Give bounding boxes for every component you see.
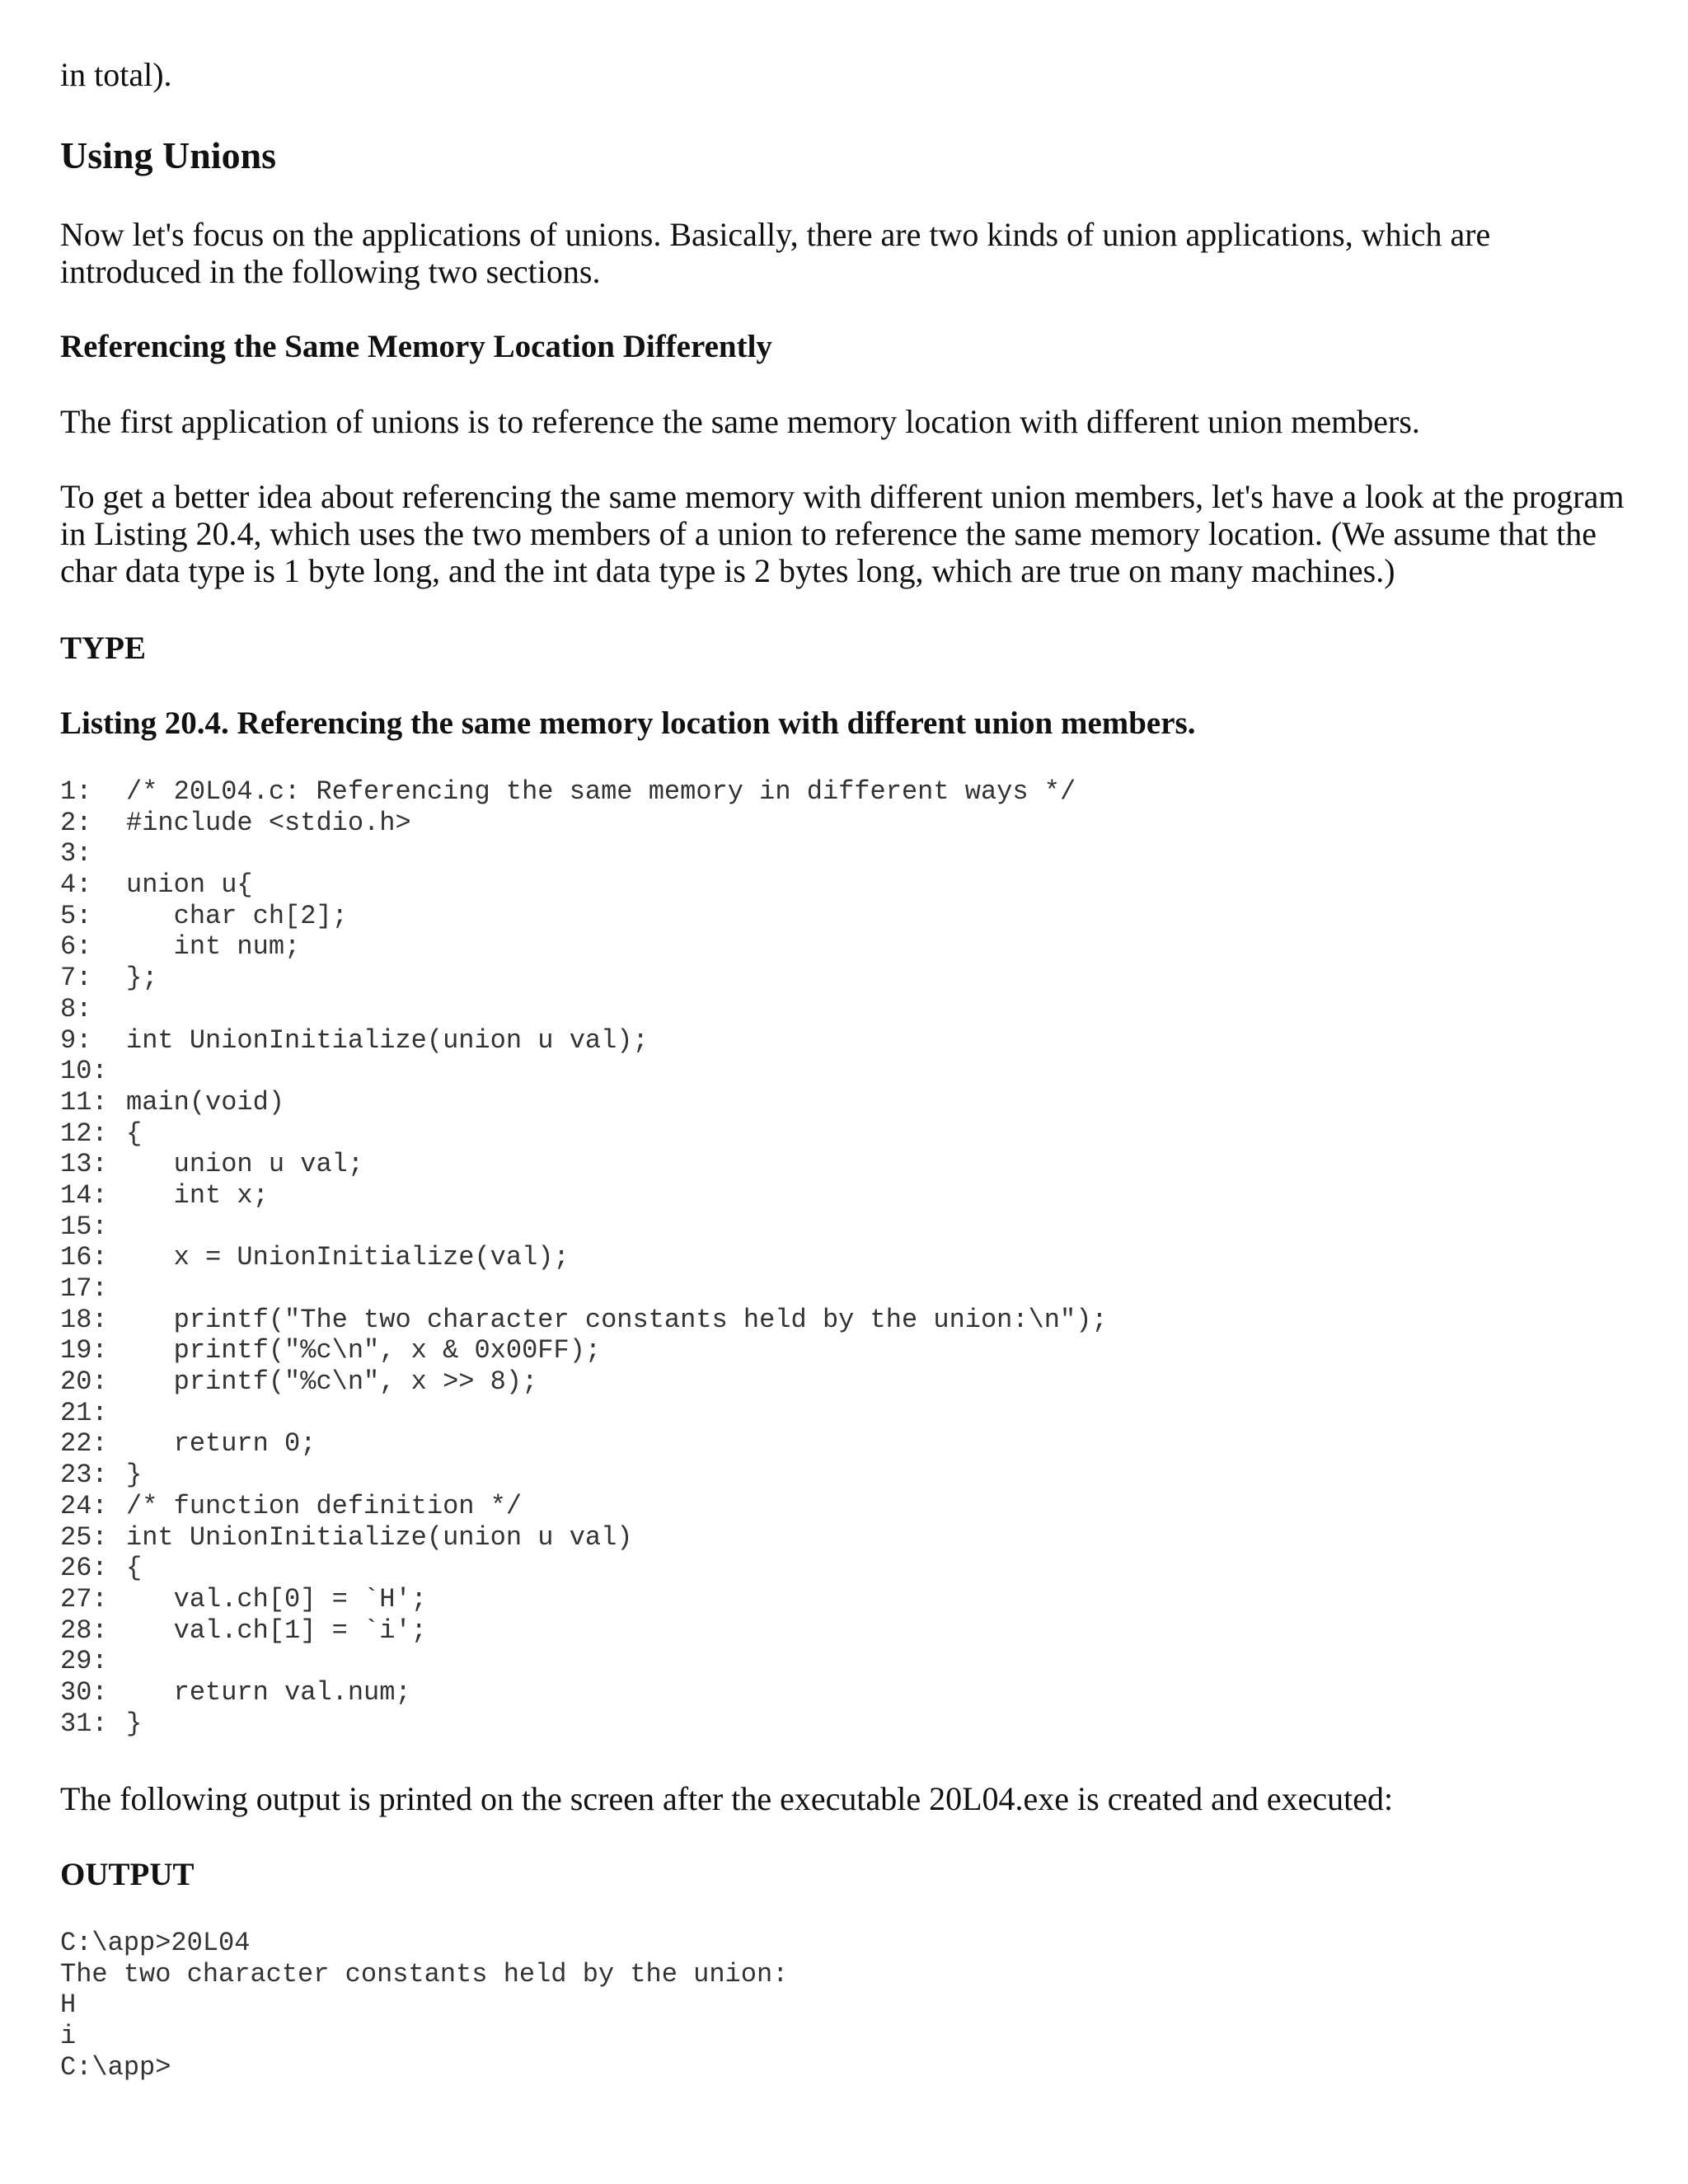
code-line: [60, 963, 1108, 994]
line-number: 3:: [60, 838, 92, 869]
code-text: printf("%c\n", x >> 8);: [126, 1366, 538, 1398]
code-line: [60, 1180, 1108, 1212]
code-line: [60, 1398, 1108, 1429]
code-text: {: [126, 1118, 143, 1149]
listing-title: Listing 20.4. Referencing the same memory location with different union members.: [60, 705, 1196, 741]
output-line: i: [60, 2021, 77, 2052]
code-line: [60, 1553, 1108, 1584]
line-number: 15:: [60, 1211, 108, 1242]
line-number: 20:: [60, 1366, 108, 1398]
paragraph-1: The first application of unions is to reference the same memory location with different union members.: [60, 403, 1420, 440]
code-text: return 0;: [126, 1428, 316, 1460]
code-line: [60, 1149, 1108, 1180]
code-text: printf("The two character constants held by the union:\n");: [126, 1304, 1108, 1335]
code-line: [60, 1273, 1108, 1305]
code-text: val.ch[1] = `i';: [126, 1615, 427, 1646]
line-number: 28:: [60, 1615, 108, 1646]
code-text: }: [126, 1460, 143, 1491]
output-line: The two character constants held by the union:: [60, 1958, 789, 1990]
paragraph-2: To get a better idea about referencing the same memory with different union members, let's have a look at the program in Listing 20.4, which uses the two members of a union to reference the same memory location. (We assume that the char data type is 1 byte long, and the int data type is 2 bytes long, which are true on many machines.): [60, 478, 1625, 589]
line-number: 16:: [60, 1242, 108, 1273]
code-line: [60, 1708, 1108, 1740]
code-line: [60, 776, 1108, 808]
code-text: {: [126, 1553, 143, 1584]
code-line: [60, 1646, 1108, 1677]
code-line: [60, 901, 1108, 932]
code-text: x = UnionInitialize(val);: [126, 1242, 570, 1273]
code-line: [60, 1522, 1108, 1554]
output-label: OUTPUT: [60, 1857, 195, 1892]
output-line: H: [60, 1990, 77, 2021]
code-text: main(void): [126, 1086, 285, 1118]
code-line: [60, 1428, 1108, 1460]
type-label: TYPE: [60, 630, 147, 666]
code-listing: [60, 776, 1108, 1739]
section-intro: Now let's focus on the applications of unions. Basically, there are two kinds of union applications, which are introduced in the following two sections.: [60, 216, 1491, 290]
code-line: [60, 808, 1108, 839]
code-line: [60, 1615, 1108, 1647]
output-line: C:\app>20L04: [60, 1928, 251, 1958]
code-text: };: [126, 963, 158, 994]
line-number: 9:: [60, 1024, 92, 1056]
code-text: /* 20L04.c: Referencing the same memory in different ways */: [126, 776, 1076, 807]
line-number: 17:: [60, 1273, 108, 1304]
line-number: 21:: [60, 1397, 108, 1428]
code-text: return val.num;: [126, 1676, 411, 1708]
line-number: 1:: [60, 776, 92, 807]
intro-tail: in total).: [60, 56, 172, 93]
line-number: 18:: [60, 1304, 108, 1335]
line-number: 13:: [60, 1149, 108, 1180]
code-line: [60, 994, 1108, 1025]
line-number: 23:: [60, 1460, 108, 1491]
code-text: #include <stdio.h>: [126, 807, 411, 838]
code-text: int UnionInitialize(union u val);: [126, 1024, 649, 1056]
code-line: [60, 931, 1108, 963]
code-text: int num;: [126, 931, 301, 963]
code-text: union u val;: [126, 1149, 364, 1180]
code-line: [60, 1460, 1108, 1491]
line-number: 30:: [60, 1676, 108, 1708]
code-line: [60, 1366, 1108, 1398]
code-line: [60, 1677, 1108, 1708]
paragraph-3: The following output is printed on the screen after the executable 20L04.exe is created and executed:: [60, 1780, 1394, 1817]
code-line: [60, 1584, 1108, 1615]
code-text: int x;: [126, 1179, 269, 1211]
line-number: 19:: [60, 1335, 108, 1366]
program-output: [60, 1928, 788, 2083]
code-text: int UnionInitialize(union u val): [126, 1521, 633, 1553]
line-number: 27:: [60, 1583, 108, 1615]
section-title: Using Unions: [60, 134, 277, 176]
code-line: [60, 1025, 1108, 1057]
line-number: 22:: [60, 1428, 108, 1460]
code-line: [60, 838, 1108, 869]
line-number: 26:: [60, 1553, 108, 1584]
line-number: 5:: [60, 900, 92, 931]
line-number: 12:: [60, 1118, 108, 1149]
code-line: [60, 1087, 1108, 1118]
line-number: 14:: [60, 1179, 108, 1211]
line-number: 10:: [60, 1056, 108, 1087]
line-number: 6:: [60, 931, 92, 963]
subsection-title: Referencing the Same Memory Location Differently: [60, 329, 772, 364]
line-number: 8:: [60, 993, 92, 1024]
line-number: 24:: [60, 1490, 108, 1521]
code-text: printf("%c\n", x & 0x00FF);: [126, 1335, 602, 1366]
code-line: [60, 1056, 1108, 1087]
code-line: [60, 1212, 1108, 1243]
code-text: union u{: [126, 869, 253, 901]
code-line: [60, 869, 1108, 901]
line-number: 25:: [60, 1521, 108, 1553]
code-text: char ch[2];: [126, 900, 348, 931]
line-number: 7:: [60, 963, 92, 994]
line-number: 11:: [60, 1086, 108, 1118]
line-number: 2:: [60, 807, 92, 838]
line-number: 4:: [60, 869, 92, 901]
code-text: }: [126, 1708, 143, 1739]
line-number: 31:: [60, 1708, 108, 1739]
code-text: /* function definition */: [126, 1490, 523, 1521]
code-line: [60, 1335, 1108, 1366]
code-line: [60, 1305, 1108, 1336]
output-line: C:\app>: [60, 2051, 171, 2083]
line-number: 29:: [60, 1646, 108, 1677]
code-line: [60, 1118, 1108, 1150]
code-line: [60, 1242, 1108, 1273]
code-line: [60, 1491, 1108, 1522]
code-text: val.ch[0] = `H';: [126, 1583, 427, 1615]
